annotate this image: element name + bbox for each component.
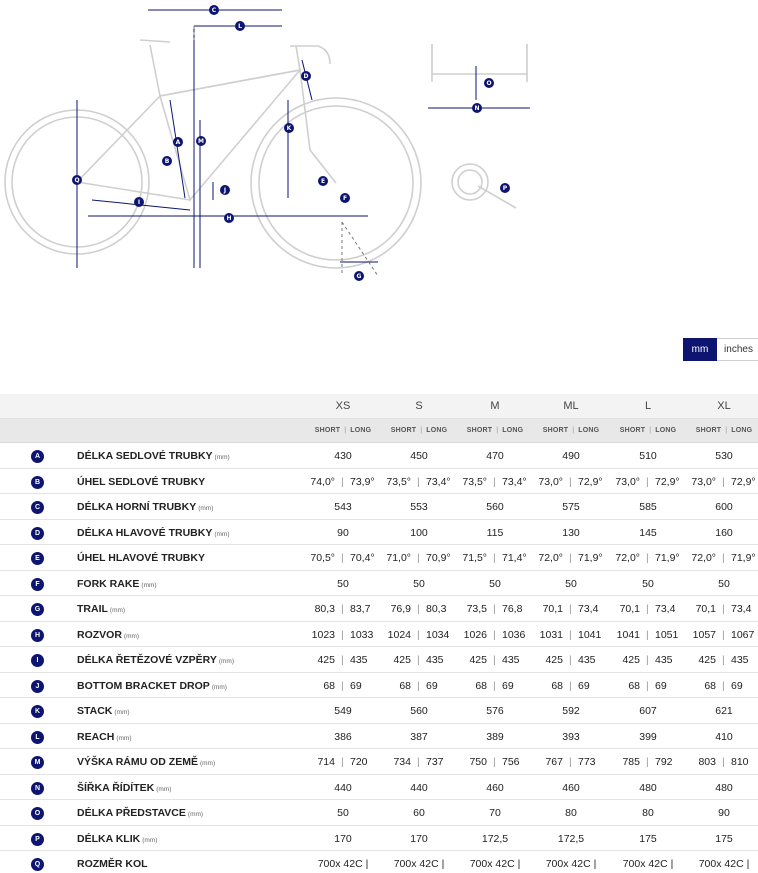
table-row [0, 800, 758, 826]
table-row: I DÉLKA ŘETĚZOVÉ VZPĚRY (mm) 425 | 435 425 | 435 425 | 435 425 | 435 425 | 435 425 | 435 [0, 647, 758, 673]
cell-value: 700x 42C | [622, 858, 674, 870]
cell-value: 480 [715, 781, 733, 794]
row-label: DÉLKA KLIK (mm) [77, 832, 158, 845]
short-long-label: SHORT | LONG [695, 427, 753, 434]
table-row [0, 494, 758, 520]
cell-value: 592 [562, 705, 580, 717]
cell-value: 50 [489, 577, 501, 590]
cell-value: 100 [410, 526, 428, 539]
row-label: ÚHEL HLAVOVÉ TRUBKY [77, 552, 205, 564]
cell-value: 585 [639, 501, 657, 513]
cell-value: 410 [715, 730, 733, 743]
cell-value: 575 [562, 501, 580, 513]
svg-text:C: C [211, 7, 217, 14]
row-letter-badge: N [31, 782, 44, 795]
table-row: J BOTTOM BRACKET DROP (mm) 68 | 69 68 | 69 68 | 69 68 | 69 68 | 69 68 | 69 [0, 673, 758, 699]
short-long-header-row [0, 419, 758, 443]
table-row [0, 571, 758, 597]
cell-value: 460 [486, 781, 504, 794]
cell-value: 700x 42C | [317, 858, 369, 870]
cell-value: 90 [337, 526, 349, 539]
table-row [0, 724, 758, 750]
diagram-letter-a: A [175, 139, 181, 146]
cell-value: 553 [410, 501, 428, 513]
cell-value: 700x 42C | [698, 858, 750, 870]
svg-text:J: J [223, 187, 227, 194]
svg-text:N: N [474, 105, 480, 112]
row-letter-badge: B [31, 476, 44, 489]
row-label: DÉLKA SEDLOVÉ TRUBKY (mm) [77, 450, 230, 462]
row-letter-badge: M [31, 756, 44, 769]
row-letter-badge: P [31, 833, 44, 846]
row-label: DÉLKA PŘEDSTAVCE (mm) [77, 807, 204, 819]
cell-value: 530 [715, 450, 733, 462]
short-long-label: SHORT | LONG [542, 427, 600, 434]
unit-toggle[interactable] [683, 338, 758, 361]
svg-text:E: E [320, 178, 326, 185]
cell-value: 80 [565, 807, 577, 819]
svg-text:H: H [226, 215, 232, 222]
cell-value: 510 [639, 450, 657, 462]
row-letter-badge: E [31, 552, 44, 565]
cell-value: 450 [410, 450, 428, 462]
cell-value: 170 [334, 832, 352, 845]
cell-value: 386 [334, 730, 352, 743]
svg-text:F: F [342, 195, 348, 202]
cell-value: 430 [334, 450, 352, 462]
row-label: ÚHEL SEDLOVÉ TRUBKY [77, 475, 206, 488]
cell-value: 50 [642, 577, 654, 590]
bike-geometry-diagram [0, 0, 758, 300]
size-label-xl: XL [717, 400, 731, 412]
short-long-label: SHORT | LONG [390, 427, 448, 434]
row-label: DÉLKA HLAVOVÉ TRUBKY (mm) [77, 526, 230, 539]
cell-value: 700x 42C | [393, 858, 445, 870]
unit-inches-button[interactable]: inches [717, 338, 758, 361]
svg-text:I: I [137, 199, 141, 206]
cell-value: 490 [562, 450, 580, 462]
cell-value: 160 [715, 526, 733, 539]
row-letter-badge: L [31, 731, 44, 744]
table-row [0, 520, 758, 546]
cell-value: 440 [410, 781, 428, 794]
cell-value: 600 [715, 501, 733, 513]
row-label: STACK (mm) [77, 705, 130, 717]
cell-value: 543 [334, 501, 352, 513]
size-label-ml: ML [563, 400, 579, 412]
row-letter-badge: F [31, 578, 44, 591]
cell-value: 700x 42C | [545, 858, 597, 870]
cell-value: 90 [718, 807, 730, 819]
table-row [0, 775, 758, 801]
row-letter-badge: G [31, 603, 44, 616]
row-letter-badge: A [31, 450, 44, 463]
cell-value: 576 [486, 705, 504, 717]
cell-value: 50 [337, 807, 349, 819]
cell-value: 175 [639, 832, 657, 845]
svg-text:O: O [486, 80, 492, 87]
table-row [0, 698, 758, 724]
cell-value: 115 [486, 526, 504, 539]
svg-text:G: G [356, 273, 362, 280]
row-label: DÉLKA HORNÍ TRUBKY (mm) [77, 501, 214, 513]
cell-value: 393 [562, 730, 580, 743]
table-row: E ÚHEL HLAVOVÉ TRUBKY 70,5° | 70,4° 71,0° | 70,9° 71,5° | 71,4° 72,0° | 71,9° 72,0° | 71,9° 72,0° | 71,9° [0, 545, 758, 571]
row-letter-badge: C [31, 501, 44, 514]
row-letter-badge: Q [31, 858, 44, 871]
short-long-label: SHORT | LONG [466, 427, 524, 434]
row-label: ROZMĚR KOL [77, 858, 148, 870]
cell-value: 399 [639, 730, 657, 743]
row-label: VÝŠKA RÁMU OD ZEMĚ (mm) [77, 756, 216, 768]
row-letter-badge: J [31, 680, 44, 693]
geometry-rows [0, 443, 758, 873]
svg-text:D: D [303, 73, 309, 80]
cell-value: 80 [642, 807, 654, 819]
row-label: REACH (mm) [77, 730, 132, 743]
cell-value: 145 [639, 526, 657, 539]
cell-value: 50 [337, 577, 349, 590]
unit-mm-button[interactable]: mm [683, 338, 717, 361]
table-row: G TRAIL (mm) 80,3 | 83,7 76,9 | 80,3 73,5 | 76,8 70,1 | 73,4 70,1 | 73,4 70,1 | 73,4 [0, 596, 758, 622]
svg-text:P: P [502, 185, 508, 192]
cell-value: 387 [410, 730, 428, 743]
cell-value: 170 [410, 832, 428, 845]
table-row [0, 826, 758, 852]
size-label-s: S [415, 400, 423, 412]
cell-value: 50 [413, 577, 425, 590]
cell-value: 470 [486, 450, 504, 462]
table-row [0, 851, 758, 873]
row-label: TRAIL (mm) [77, 603, 126, 615]
cell-value: 50 [718, 577, 730, 590]
short-long-label: SHORT | LONG [314, 427, 372, 434]
row-letter-badge: D [31, 527, 44, 540]
row-letter-badge: H [31, 629, 44, 642]
row-letter-badge: I [31, 654, 44, 667]
table-row [0, 443, 758, 469]
row-letter-badge: O [31, 807, 44, 820]
svg-text:Q: Q [74, 177, 80, 184]
cell-value: 50 [565, 577, 577, 590]
cell-value: 172,5 [557, 832, 585, 845]
svg-text:B: B [164, 158, 170, 165]
row-label: FORK RAKE (mm) [77, 577, 157, 590]
cell-value: 560 [486, 501, 504, 513]
cell-value: 175 [715, 832, 733, 845]
cell-value: 389 [486, 730, 504, 743]
cell-value: 172,5 [481, 832, 509, 845]
cell-value: 460 [562, 781, 580, 794]
row-label: BOTTOM BRACKET DROP (mm) [77, 679, 227, 692]
cell-value: 130 [562, 526, 580, 539]
svg-text:K: K [286, 125, 292, 132]
cell-value: 700x 42C | [469, 858, 521, 870]
table-row: H ROZVOR (mm) 1023 | 1033 1024 | 1034 1026 | 1036 1031 | 1041 1041 | 1051 1057 | 1067 [0, 622, 758, 648]
table-row: M VÝŠKA RÁMU OD ZEMĚ (mm) 714 | 720 734 | 737 750 | 756 767 | 773 785 | 792 803 | 810 [0, 749, 758, 775]
cell-value: 607 [639, 705, 657, 717]
cell-value: 621 [715, 705, 733, 717]
cell-value: 70 [489, 807, 501, 819]
size-header-row [0, 394, 758, 419]
size-label-m: M [490, 400, 500, 412]
svg-text:L: L [238, 23, 242, 30]
cell-value: 440 [334, 781, 352, 794]
row-label: ROZVOR (mm) [77, 628, 140, 641]
cell-value: 480 [639, 781, 657, 794]
short-long-label: SHORT | LONG [619, 427, 677, 434]
svg-text:M: M [198, 138, 204, 145]
size-label-xs: XS [335, 400, 351, 412]
row-letter-badge: K [31, 705, 44, 718]
size-label-l: L [644, 400, 652, 412]
cell-value: 549 [334, 705, 352, 717]
cell-value: 60 [413, 807, 425, 819]
geometry-table [0, 394, 758, 873]
cell-value: 560 [410, 705, 428, 717]
row-label: ŠÍŘKA ŘÍDÍTEK (mm) [77, 781, 172, 794]
table-row: B ÚHEL SEDLOVÉ TRUBKY 74,0° | 73,9° 73,5° | 73,4° 73,5° | 73,4° 73,0° | 72,9° 73,0° | 72,9° 73,0° | 72,9° [0, 469, 758, 495]
row-label: DÉLKA ŘETĚZOVÉ VZPĚRY (mm) [77, 654, 234, 666]
